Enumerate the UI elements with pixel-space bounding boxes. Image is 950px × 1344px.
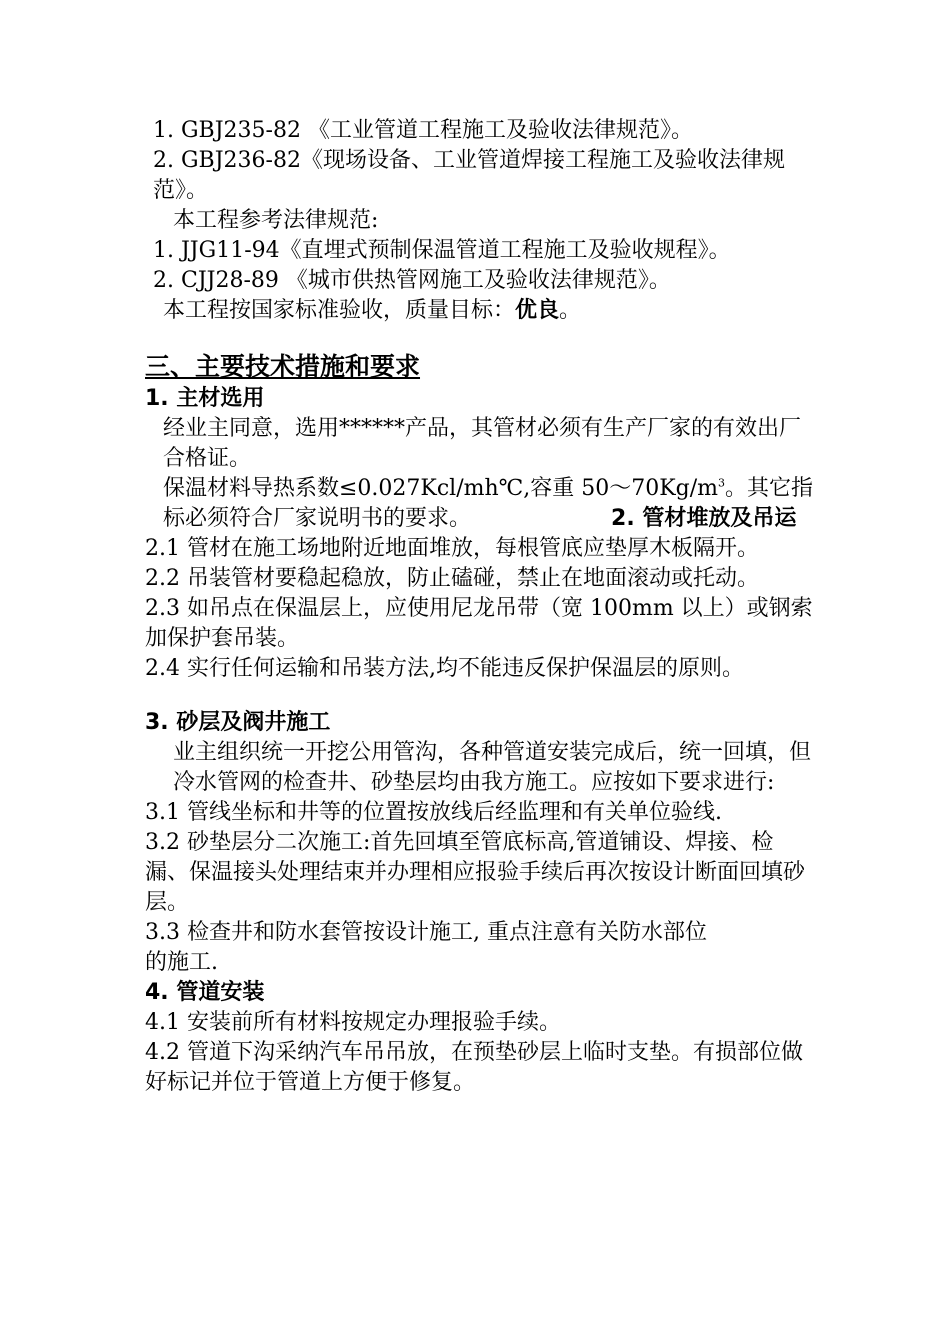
subsection-3-heading: 3. 砂层及阀井施工 bbox=[145, 710, 331, 735]
subsection-3-item-1: 3.1 管线坐标和井等的位置按放线后经监理和有关单位验线. bbox=[145, 800, 722, 825]
subsection-3-item-2: 3.2 砂垫层分二次施工:首先回填至管底标高,管道铺设、焊接、检漏、保温接头处理结束并办理相应报验手续后再次按设计断面回填砂层。 bbox=[145, 830, 806, 915]
spacer bbox=[145, 684, 815, 708]
reference-item-1: 1. JJG11-94《直埋式预制保温管道工程施工及验收规程》。 bbox=[153, 238, 731, 263]
document-page bbox=[145, 116, 815, 1098]
subsection-3-paragraph: 业主组织统一开挖公用管沟，各种管道安装完成后，统一回填，但冷水管网的检查井、砂垫层均由我方施工。应按如下要求进行: bbox=[173, 740, 812, 795]
subsection-2-item-1: 2.1 管材在施工场地附近地面堆放，每根管底应垫厚木板隔开。 bbox=[145, 536, 759, 561]
subsection-2-heading: 2. 管材堆放及吊运 bbox=[611, 506, 797, 531]
subsection-4-item-1: 4.1 安装前所有材料按规定办理报验手续。 bbox=[145, 1010, 561, 1035]
quality-target-line bbox=[145, 296, 815, 326]
subsection-1-heading: 1. 主材选用 bbox=[145, 386, 265, 411]
subsection-1-paragraph-2 bbox=[145, 474, 815, 534]
subsection-2-item-3: 2.3 如吊点在保温层上，应使用尼龙吊带（宽 100mm 以上）或钢索加保护套吊装。 bbox=[145, 596, 813, 651]
subsection-4-item-2: 4.2 管道下沟采纳汽车吊吊放，在预垫砂层上临时支垫。有损部位做好标记并位于管道上方便于修复。 bbox=[145, 1040, 803, 1095]
subsection-3-item-3-cont: 的施工. bbox=[145, 950, 218, 975]
subsection-2-item-2: 2.2 吊装管材要稳起稳放，防止磕碰，禁止在地面滚动或托动。 bbox=[145, 566, 759, 591]
quality-suffix: 。 bbox=[559, 298, 582, 323]
section-title: 三、主要技术措施和要求 bbox=[145, 352, 421, 381]
standard-item-1: 1. GBJ235-82 《工业管道工程施工及验收法律规范》。 bbox=[153, 118, 693, 143]
subsection-2-item-4: 2.4 实行任何运输和吊装方法,均不能违反保护保温层的原则。 bbox=[145, 656, 744, 681]
reference-item-2: 2. CJJ28-89 《城市供热管网施工及验收法律规范》。 bbox=[153, 268, 671, 293]
thermal-spec-tail: 。其它指标必须符合厂家说明书的要求。 bbox=[163, 476, 814, 531]
unit-superscript: 3 bbox=[718, 476, 726, 490]
quality-target: 优良 bbox=[515, 298, 560, 323]
standard-item-2: 2. GBJ236-82《现场设备、工业管道焊接工程施工及验收法律规范》。 bbox=[153, 148, 785, 203]
thermal-spec: 保温材料导热系数≤0.027Kcl/mh℃,容重 50～70Kg/m bbox=[163, 476, 719, 501]
quality-prefix: 本工程按国家标准验收，质量目标： bbox=[163, 298, 516, 323]
subsection-3-item-3: 3.3 检查井和防水套管按设计施工, 重点注意有关防水部位 bbox=[145, 920, 707, 945]
subsection-4-heading: 4. 管道安装 bbox=[145, 980, 265, 1005]
subsection-1-paragraph-1: 经业主同意，选用******产品，其管材必须有生产厂家的有效出厂合格证。 bbox=[163, 416, 802, 471]
reference-title: 本工程参考法律规范: bbox=[173, 208, 379, 233]
